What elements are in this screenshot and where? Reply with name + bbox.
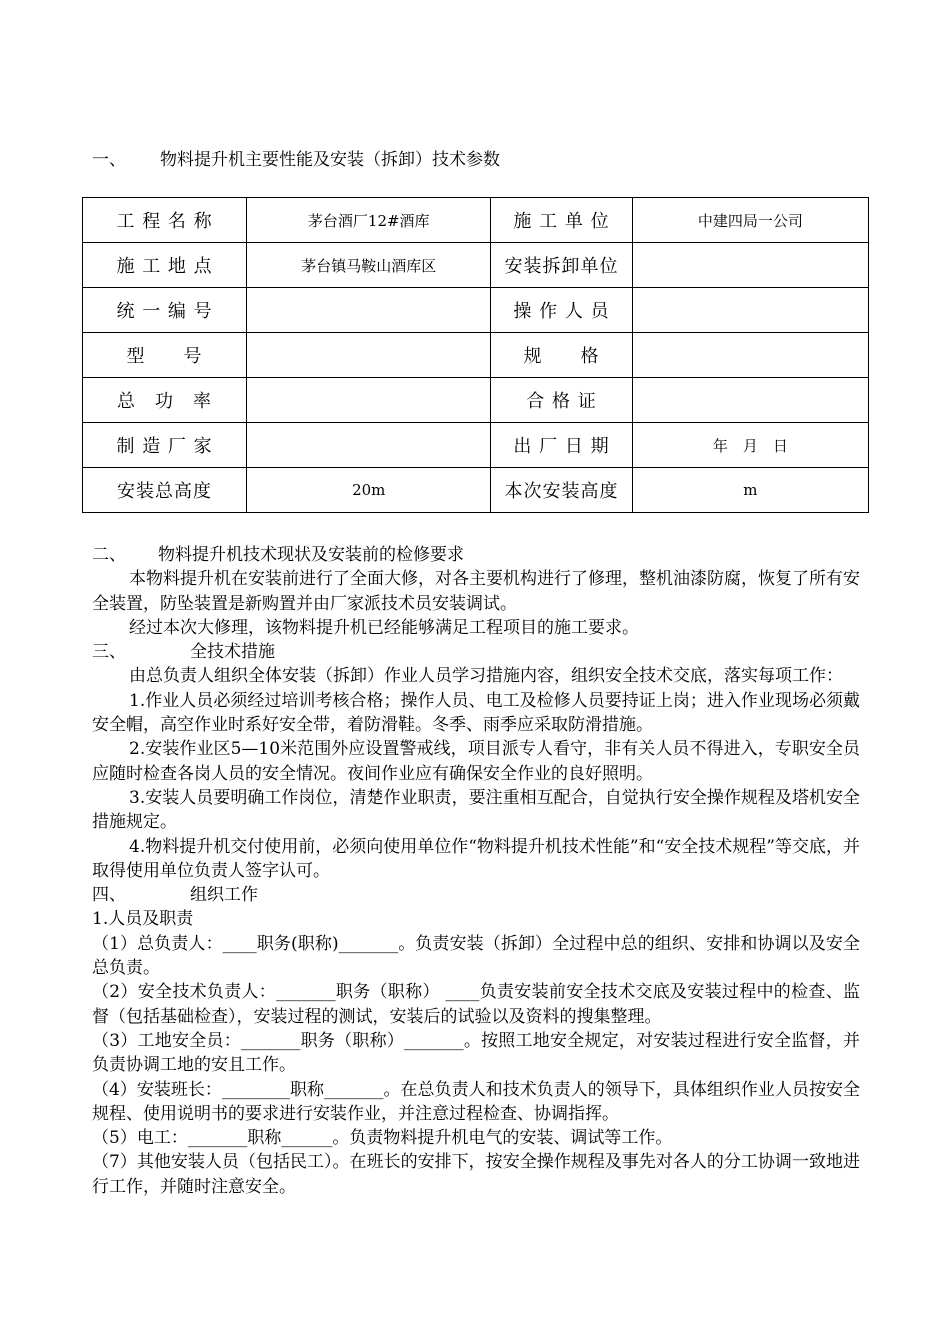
- section4-number: 四、: [92, 885, 126, 906]
- document-body: [92, 543, 860, 1199]
- duty-item-4: （4）安装班长：________职称_______。在总负责人和技术负责人的领导下，具体组织作业人员按安全规程、使用说明书的要求进行安装作业，并注意过程检查、协调指挥。: [92, 1079, 860, 1124]
- value-cell: 年 月 日: [632, 423, 868, 468]
- section3-intro: 由总负责人组织全体安装（拆卸）作业人员学习措施内容，组织安全技术交底，落实每项工作：: [129, 666, 843, 687]
- spec-row: [83, 243, 869, 288]
- value-cell: 中建四局一公司: [632, 198, 868, 243]
- value-cell: [632, 243, 868, 288]
- value-cell: [247, 288, 491, 333]
- section1-title: 物料提升机主要性能及安装（拆卸）技术参数: [160, 150, 500, 170]
- section3-item-4: 4.物料提升机交付使用前，必须向使用单位作“物料提升机技术性能”和“安全技术规程”等交底，并取得使用单位负责人签字认可。: [92, 836, 860, 881]
- spec-row: [83, 198, 869, 243]
- section3-item-2: 2.安装作业区5—10米范围外应设置警戒线，项目派专人看守，非有关人员不得进入，专职安全员应随时检查各岗人员的安全情况。夜间作业应有确保安全作业的良好照明。: [92, 739, 860, 784]
- section3-item-1: 1.作业人员必须经过培训考核合格；操作人员、电工及检修人员要持证上岗；进入作业现场必须戴安全帽，高空作业时系好安全带，着防滑鞋。冬季、雨季应采取防滑措施。: [92, 690, 860, 736]
- duty-item-3: （3）工地安全员：_______职务（职称）_______。按照工地安全规定，对安装过程进行安全监督，并负责协调工地的安且工作。: [92, 1030, 860, 1076]
- value-cell: [632, 333, 868, 378]
- section1-number: 一、: [92, 150, 126, 170]
- duty-item-1: （1）总负责人：____职务(职称)_______。负责安装（拆卸）全过程中总的组织、安排和协调以及安全总负责。: [92, 933, 860, 979]
- label-cell: 型 号: [83, 333, 247, 378]
- label-cell: 操 作 人 员: [491, 288, 632, 333]
- label-cell: 施 工 地 点: [83, 243, 247, 288]
- spec-row: [83, 378, 869, 423]
- label-cell: 制 造 厂 家: [83, 423, 247, 468]
- value-cell: [247, 378, 491, 423]
- label-cell: 统 一 编 号: [83, 288, 247, 333]
- section2-number: 二、: [92, 545, 126, 565]
- section3-title: 全技术措施: [190, 642, 275, 663]
- label-cell: 合 格 证: [491, 378, 632, 423]
- section4-subheading: 1.人员及职责: [92, 909, 194, 930]
- label-cell: 安装拆卸单位: [491, 243, 632, 288]
- value-cell: [247, 333, 491, 378]
- value-cell: [247, 423, 491, 468]
- duty-item-5: （5）电工：_______职称______。负责物料提升机电气的安装、调试等工作。: [92, 1128, 673, 1149]
- section1-heading: [92, 148, 500, 172]
- section2-paragraph-2: 经过本次大修理，该物料提升机已经能够满足工程项目的施工要求。: [129, 617, 639, 638]
- section3-item-3: 3.安装人员要明确工作岗位，清楚作业职责，要注重相互配合，自觉执行安全操作规程及塔机安全措施规定。: [92, 787, 860, 833]
- label-cell: 规 格: [491, 333, 632, 378]
- label-cell: 本次安装高度: [491, 468, 632, 513]
- section4-heading: [92, 883, 860, 907]
- label-cell: 工 程 名 称: [83, 198, 247, 243]
- value-cell: [632, 288, 868, 333]
- label-cell: 施 工 单 位: [491, 198, 632, 243]
- duty-item-6: （7）其他安装人员（包括民工）。在班长的安排下，按安全操作规程及事先对各人的分工协调一致地进行工作，并随时注意安全。: [92, 1152, 860, 1197]
- section3-number: 三、: [92, 642, 126, 663]
- section3-heading: [92, 640, 860, 664]
- spec-table: [82, 197, 869, 513]
- value-cell: 茅台酒厂12#酒库: [247, 198, 491, 243]
- label-cell: 安装总高度: [83, 468, 247, 513]
- duty-item-2: （2）安全技术负责人：_______职务（职称） ____负责安装前安全技术交底及安装过程中的检查、监督（包括基础检查），安装过程的测试，安装后的试验以及资料的搜集整理。: [92, 982, 860, 1027]
- label-cell: 出 厂 日 期: [491, 423, 632, 468]
- spec-row: [83, 333, 869, 378]
- section2-paragraph-1: 本物料提升机在安装前进行了全面大修，对各主要机构进行了修理，整机油漆防腐，恢复了所有安全装置，防坠装置是新购置并由厂家派技术员安装调试。: [92, 569, 860, 614]
- label-cell: 总 功 率: [83, 378, 247, 423]
- spec-row: [83, 468, 869, 513]
- section4-title: 组织工作: [190, 885, 258, 906]
- value-cell: [632, 378, 868, 423]
- value-cell: m: [632, 468, 868, 513]
- spec-row: [83, 423, 869, 468]
- value-cell: 茅台镇马鞍山酒库区: [247, 243, 491, 288]
- section2-heading: [92, 543, 860, 567]
- section2-title: 物料提升机技术现状及安装前的检修要求: [158, 545, 464, 565]
- spec-row: [83, 288, 869, 333]
- value-cell: 20m: [247, 468, 491, 513]
